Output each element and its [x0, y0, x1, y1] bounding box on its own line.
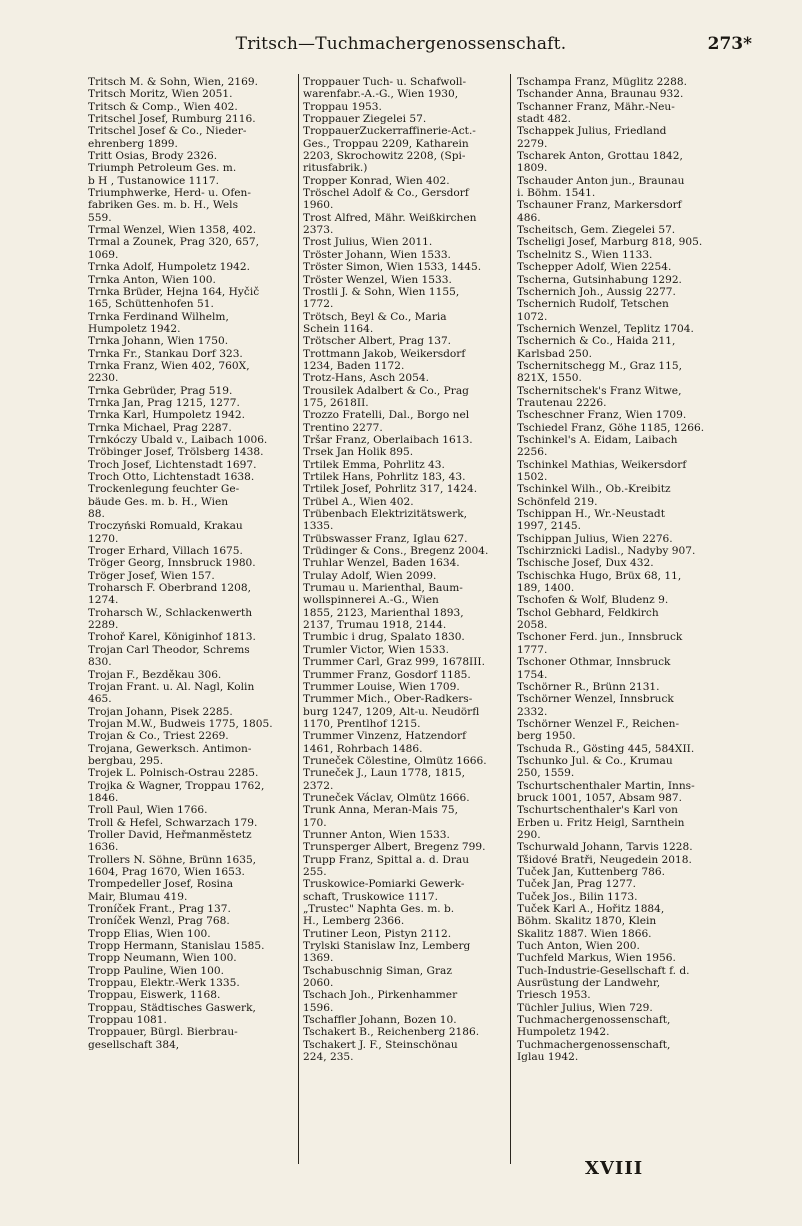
directory-entry: Tschanner Franz, Mähr.-Neu- stadt 482.: [517, 100, 675, 126]
directory-entry: Tschoner Othmar, Innsbruck 1754.: [517, 656, 671, 681]
directory-entry: Tritsch & Comp., Wien 402.: [88, 100, 238, 113]
directory-entry: Trnka Michael, Prag 2287.: [88, 421, 232, 434]
directory-entry: Troll Paul, Wien 1766.: [88, 804, 208, 817]
directory-entry: Trumler Victor, Wien 1533.: [303, 643, 450, 656]
directory-entry: Tschurtschenthaler's Karl von Erben u. Fritz Heigl, Sarnthein 290.: [517, 804, 685, 841]
directory-entry: Tschinkel Mathias, Weikersdorf 1502.: [517, 458, 687, 483]
directory-entry: Troll & Hefel, Schwarzach 179.: [88, 816, 258, 829]
directory-entry: Tschirznicki Ladisl., Nadyby 907.: [517, 545, 696, 558]
directory-entry: Trsek Jan Holik 895.: [303, 446, 414, 459]
directory-entry: Tröger Josef, Wien 157.: [88, 569, 215, 582]
directory-entry: Troharsch F. Oberbrand 1208, 1274.: [88, 582, 251, 607]
directory-entry: Trnka Karl, Humpoletz 1942.: [88, 409, 245, 422]
directory-entry: Tschauder Anton jun., Braunau i. Böhm. 1541.: [517, 174, 685, 200]
directory-entry: Trummer Louise, Wien 1709.: [303, 680, 460, 693]
column-1: [88, 76, 294, 1166]
directory-entry: Trotz-Hans, Asch 2054.: [303, 372, 430, 385]
directory-entry: Tuchmachergenossenschaft, Iglau 1942.: [517, 1038, 671, 1064]
directory-entry: Tschernich Joh., Aussig 2277.: [517, 285, 676, 298]
directory-entry: Tuček Jos., Bilin 1173.: [517, 890, 638, 903]
directory-entry: Troppau, Elektr.-Werk 1335.: [88, 977, 240, 990]
directory-entry: Tritt Osias, Brody 2326.: [88, 150, 218, 163]
directory-entry: Trojka & Wagner, Troppau 1762, 1846.: [88, 779, 265, 804]
directory-entry: Triumphwerke, Herd- u. Ofen- fabriken Ges. m. b. H., Wels 559.: [88, 187, 251, 224]
directory-entry: Trojan Carl Theodor, Schrems 830.: [88, 643, 250, 669]
directory-entry: Trübel A., Wien 402.: [303, 495, 414, 508]
directory-entry: Troharsch W., Schlackenwerth 2289.: [88, 606, 253, 632]
directory-entry: Trötsch, Beyl & Co., Maria Schein 1164.: [303, 310, 447, 335]
directory-entry: Tüchler Julius, Wien 729.: [517, 1001, 653, 1014]
directory-entry: Tschinkel Wilh., Ob.-Kreibitz Schönfeld 219.: [517, 483, 671, 508]
directory-entry: Trnka Fr., Stankau Dorf 323.: [88, 347, 243, 360]
directory-entry: Tuček Karl A., Hořitz 1884, Böhm. Skalitz 1870, Klein Skalitz 1887. Wien 1866.: [517, 903, 665, 940]
directory-entry: Tschernitschek's Franz Witwe, Trautenau 2226.: [517, 384, 682, 409]
directory-entry: Troger Erhard, Villach 1675.: [88, 545, 243, 558]
running-title: Tritsch—Tuchmachergenossenschaft.: [235, 34, 567, 54]
directory-entry: Truskowice-Pomiarki Gewerk- schaft, Truskowice 1117.: [303, 878, 465, 903]
directory-entry: Trylski Stanislaw Inz, Lemberg 1369.: [303, 940, 471, 965]
directory-entry: Troppauer Ziegelei 57.: [303, 113, 427, 126]
directory-entry: Trnka Adolf, Humpoletz 1942.: [88, 261, 250, 274]
directory-entry: Trupp Franz, Spittal a. d. Drau 255.: [303, 853, 470, 878]
directory-entry: Trojek L. Polnisch-Ostrau 2285.: [88, 767, 259, 780]
directory-entry: Trojan M.W., Budweis 1775, 1805.: [88, 717, 273, 730]
directory-entry: Tröger Georg, Innsbruck 1980.: [88, 557, 256, 570]
directory-entry: Trummer Vinzenz, Hatzendorf 1461, Rohrbach 1486.: [303, 730, 467, 755]
directory-entry: Tschernich & Co., Haida 211, Karlsbad 250.: [517, 335, 676, 360]
directory-entry: Tritschel Josef, Rumburg 2116.: [88, 113, 256, 126]
directory-entry: Trollers N. Söhne, Brünn 1635, 1604, Prag 1670, Wien 1653.: [88, 853, 257, 878]
directory-entry: Tuček Jan, Kuttenberg 786.: [517, 866, 665, 878]
directory-entry: Tschol Gebhard, Feldkirch 2058.: [517, 606, 659, 632]
directory-entry: Trost Julius, Wien 2011.: [303, 236, 433, 249]
directory-entry: Tscheligi Josef, Marburg 818, 905.: [517, 236, 703, 249]
directory-entry: Tritsch Moritz, Wien 2051.: [88, 88, 233, 101]
directory-entry: Tschach Joh., Pirkenhammer 1596.: [303, 989, 458, 1014]
directory-entry: Tschische Josef, Dux 432.: [517, 557, 654, 570]
directory-entry: Tröster Johann, Wien 1533.: [303, 248, 451, 261]
directory-entry: TroppauerZuckerraffinerie-Act.- Ges., Troppau 2209, Katharein 2203, Skrochowitz 2208, (Spi- ritusfabrik.): [303, 125, 476, 175]
directory-entry: Trnkóczy Ubald v., Laibach 1006.: [88, 433, 268, 446]
directory-entry: Tropp Neumann, Wien 100.: [88, 952, 237, 965]
directory-entry: Troppauer, Bürgl. Bierbrau- gesellschaft 384,: [88, 1026, 238, 1051]
column-divider-2: [510, 74, 511, 1164]
directory-entry: Trousilek Adalbert & Co., Prag 175, 2618II.: [303, 384, 469, 409]
directory-entry: Tschakert J. F., Steinschönau 224, 235.: [303, 1038, 458, 1064]
directory-entry: Trummer Mich., Ober-Radkers- burg 1247, 1209, Alt-u. Neudörfl 1170, Prentlhof 1215.: [303, 693, 480, 730]
directory-entry: Trnka Jan, Prag 1215, 1277.: [88, 396, 240, 409]
page-number: 273*: [707, 34, 752, 54]
directory-entry: Tschander Anna, Braunau 932.: [517, 88, 684, 101]
directory-entry: Tscharek Anton, Grottau 1842, 1809.: [517, 150, 683, 175]
directory-entry: Tritsch M. & Sohn, Wien, 2169.: [88, 76, 258, 88]
directory-entry: Troczyński Romuald, Krakau 1270.: [88, 520, 243, 545]
directory-entry: Tschinkel's A. Eidam, Laibach 2256.: [517, 433, 678, 459]
directory-entry: Trtilek Josef, Pohrlitz 317, 1424.: [303, 483, 478, 496]
directory-entry: Tschappek Julius, Friedland 2279.: [517, 125, 667, 150]
directory-entry: Trumbic i drug, Spalato 1830.: [303, 631, 465, 644]
directory-entry: Tschernitschegg M., Graz 115, 821X, 1550.: [517, 359, 683, 385]
directory-entry: Trnka Johann, Wien 1750.: [88, 335, 229, 348]
directory-entry: Trtilek Emma, Pohrlitz 43.: [303, 458, 445, 471]
page-header: [0, 30, 802, 60]
directory-entry: Trost Alfred, Mähr. Weißkirchen 2373.: [303, 211, 477, 237]
directory-entry: Tschunko Jul. & Co., Krumau 250, 1559.: [517, 754, 673, 780]
directory-entry: Tschaffler Johann, Bozen 10.: [303, 1014, 457, 1027]
directory-entry: Tritschel Josef & Co., Nieder- ehrenberg 1899.: [88, 125, 247, 150]
directory-entry: Trtilek Hans, Pohrlitz 183, 43.: [303, 471, 466, 483]
directory-entry: Tuchmachergenossenschaft, Humpoletz 1942.: [517, 1014, 671, 1039]
directory-entry: Trojan Johann, Pisek 2285.: [88, 705, 233, 718]
directory-entry: Trunk Anna, Meran-Mais 75, 170.: [303, 804, 459, 829]
directory-entry: Troppau, Städtisches Gaswerk, Troppau 1081.: [88, 1001, 256, 1027]
directory-entry: Trockenlegung feuchter Ge- bäude Ges. m. b. H., Wien 88.: [88, 483, 240, 521]
directory-entry: Tschoner Ferd. jun., Innsbruck 1777.: [517, 631, 683, 656]
column-2: [303, 76, 505, 1166]
directory-entry: Tröschel Adolf & Co., Gersdorf 1960.: [303, 187, 469, 212]
directory-entry: Tschepper Adolf, Wien 2254.: [517, 261, 672, 274]
directory-entry: Trnka Anton, Wien 100.: [88, 273, 216, 286]
column-divider-1: [298, 74, 299, 1164]
directory-entry: Truneček J., Laun 1778, 1815, 2372.: [303, 767, 465, 792]
directory-entry: Trottmann Jakob, Weikersdorf 1234, Baden 1172.: [303, 347, 466, 372]
directory-entry: Tropp Hermann, Stanislau 1585.: [88, 940, 265, 953]
directory-entry: Trutiner Leon, Pistyn 2112.: [303, 927, 452, 940]
directory-entry: Tšidové Bratři, Neugedein 2018.: [517, 853, 692, 866]
column-3: [517, 76, 722, 1166]
directory-entry: Trmal Wenzel, Wien 1358, 402.: [88, 224, 257, 237]
directory-entry: „Trustec" Naphta Ges. m. b. H., Lemberg 2366.: [303, 903, 455, 928]
directory-entry: Trojan F., Bezděkau 306.: [88, 668, 222, 681]
directory-entry: Trübswasser Franz, Iglau 627.: [303, 532, 468, 545]
directory-entry: Trmal a Zounek, Prag 320, 657, 1069.: [88, 236, 259, 261]
directory-entry: Tröster Wenzel, Wien 1533.: [303, 273, 452, 286]
directory-entry: Tschuda R., Gösting 445, 584XII.: [517, 742, 695, 755]
directory-entry: Tschörner R., Brünn 2131.: [517, 680, 660, 693]
directory-entry: Tscheschner Franz, Wien 1709.: [517, 409, 687, 422]
directory-entry: Trumau u. Marienthal, Baum- wollspinnerei A.-G., Wien 1855, 2123, Marienthal 1893, 2137, Trumau 1918, 2144.: [303, 582, 464, 632]
directory-entry: Tropp Pauline, Wien 100.: [88, 964, 224, 977]
directory-entry: Trnka Gebrüder, Prag 519.: [88, 384, 233, 397]
directory-entry: Troppauer Tuch- u. Schafwoll- warenfabr.-A.-G., Wien 1930, Troppau 1953.: [303, 76, 467, 113]
directory-entry: Trojan & Co., Triest 2269.: [88, 730, 229, 743]
directory-entry: Tschiedel Franz, Göhe 1185, 1266.: [517, 421, 705, 434]
directory-entry: Tršar Franz, Oberlaibach 1613.: [303, 433, 473, 446]
directory-entry: Trnka Ferdinand Wilhelm, Humpoletz 1942.: [88, 310, 229, 335]
directory-entry: Tscheitsch, Gem. Ziegelei 57.: [517, 224, 676, 237]
directory-entry: Trojan Frant. u. Al. Nagl, Kolin 465.: [88, 680, 255, 706]
directory-entry: Trozzo Fratelli, Dal., Borgo nel Trentino 2277.: [303, 409, 470, 434]
directory-entry: Trötscher Albert, Prag 137.: [303, 335, 452, 348]
directory-entry: Trübenbach Elektrizitätswerk, 1335.: [303, 508, 467, 533]
directory-entry: Truneček Cölestine, Olmütz 1666.: [303, 754, 487, 767]
directory-entry: Truneček Václav, Olmütz 1666.: [303, 791, 470, 804]
directory-entry: Tscherna, Gutsinhabung 1292.: [517, 273, 682, 286]
directory-entry: Tschörner Wenzel F., Reichen- berg 1950.: [517, 717, 680, 743]
directory-entry: Trummer Franz, Gosdorf 1185.: [303, 668, 471, 681]
signature-mark: XVIII: [585, 1158, 644, 1179]
directory-entry: Troch Josef, Lichtenstadt 1697.: [88, 458, 257, 471]
directory-entry: Tschurtschenthaler Martin, Inns- bruck 1001, 1057, Absam 987.: [517, 779, 695, 804]
directory-entry: Trojana, Gewerksch. Antimon- bergbau, 295.: [88, 742, 252, 767]
directory-entry: Tuček Jan, Prag 1277.: [517, 878, 636, 891]
directory-entry: Tschischka Hugo, Brüx 68, 11, 189, 1400.: [517, 569, 682, 595]
directory-entry: Trulay Adolf, Wien 2099.: [303, 569, 437, 582]
directory-entry: Tschabuschnig Siman, Graz 2060.: [303, 964, 452, 990]
directory-entry: Tschakert B., Reichenberg 2186.: [303, 1026, 480, 1039]
directory-entry: Trnka Franz, Wien 402, 760X, 2230.: [88, 359, 250, 385]
directory-entry: Tuchfeld Markus, Wien 1956.: [517, 952, 676, 965]
directory-entry: Tröster Simon, Wien 1533, 1445.: [303, 261, 482, 274]
directory-entry: Trüdinger & Cons., Bregenz 2004.: [303, 545, 489, 558]
directory-entry: Tschernich Wenzel, Teplitz 1704.: [517, 322, 694, 335]
directory-entry: Tschippan H., Wr.-Neustadt 1997, 2145.: [517, 508, 665, 533]
directory-entry: Tschauner Franz, Markersdorf 486.: [517, 199, 682, 224]
directory-entry: Tschurwald Johann, Tarvis 1228.: [517, 841, 693, 854]
directory-entry: Truhlar Wenzel, Baden 1634.: [303, 557, 460, 570]
directory-entry: Tuch-Industrie-Gesellschaft f. d. Ausrüstung der Landwehr, Triesch 1953.: [517, 964, 690, 1002]
directory-entry: Troníček Wenzl, Prag 768.: [88, 915, 230, 928]
directory-entry: Tschofen & Wolf, Bludenz 9.: [517, 594, 669, 607]
directory-entry: Trunsperger Albert, Bregenz 799.: [303, 841, 486, 854]
directory-entry: Trostli J. & Sohn, Wien 1155, 1772.: [303, 285, 460, 311]
directory-entry: Tropp Elias, Wien 100.: [88, 927, 211, 940]
directory-entry: Troppau, Eiswerk, 1168.: [88, 989, 221, 1002]
directory-entry: Triumph Petroleum Ges. m. b H , Tustanowice 1117.: [88, 162, 237, 187]
directory-entry: Trunner Anton, Wien 1533.: [303, 828, 450, 841]
directory-entry: Tuch Anton, Wien 200.: [517, 940, 640, 953]
directory-entry: Tschampa Franz, Müglitz 2288.: [517, 76, 687, 88]
directory-entry: Tschörner Wenzel, Innsbruck 2332.: [517, 693, 674, 718]
directory-entry: Trnka Brüder, Hejna 164, Hyčič 165, Schüttenhofen 51.: [88, 285, 260, 311]
directory-entry: Tropper Konrad, Wien 402.: [303, 174, 450, 187]
directory-entry: Trompedeller Josef, Rosina Mair, Blumau 419.: [88, 878, 234, 903]
directory-entry: Troníček Frant., Prag 137.: [88, 903, 231, 916]
directory-entry: Trummer Carl, Graz 999, 1678III.: [303, 656, 485, 669]
directory-entry: Tröbinger Josef, Trölsberg 1438.: [88, 446, 264, 459]
directory-entry: Tschelnitz S., Wien 1133.: [517, 248, 653, 261]
directory-entry: Tschippan Julius, Wien 2276.: [517, 532, 673, 545]
directory-entry: Trohoř Karel, Königinhof 1813.: [88, 631, 256, 644]
directory-entry: Troller David, Heřmanměstetz 1636.: [88, 828, 252, 854]
directory-entry: Troch Otto, Lichtenstadt 1638.: [88, 471, 255, 483]
directory-entry: Tschernich Rudolf, Tetschen 1072.: [517, 298, 669, 323]
